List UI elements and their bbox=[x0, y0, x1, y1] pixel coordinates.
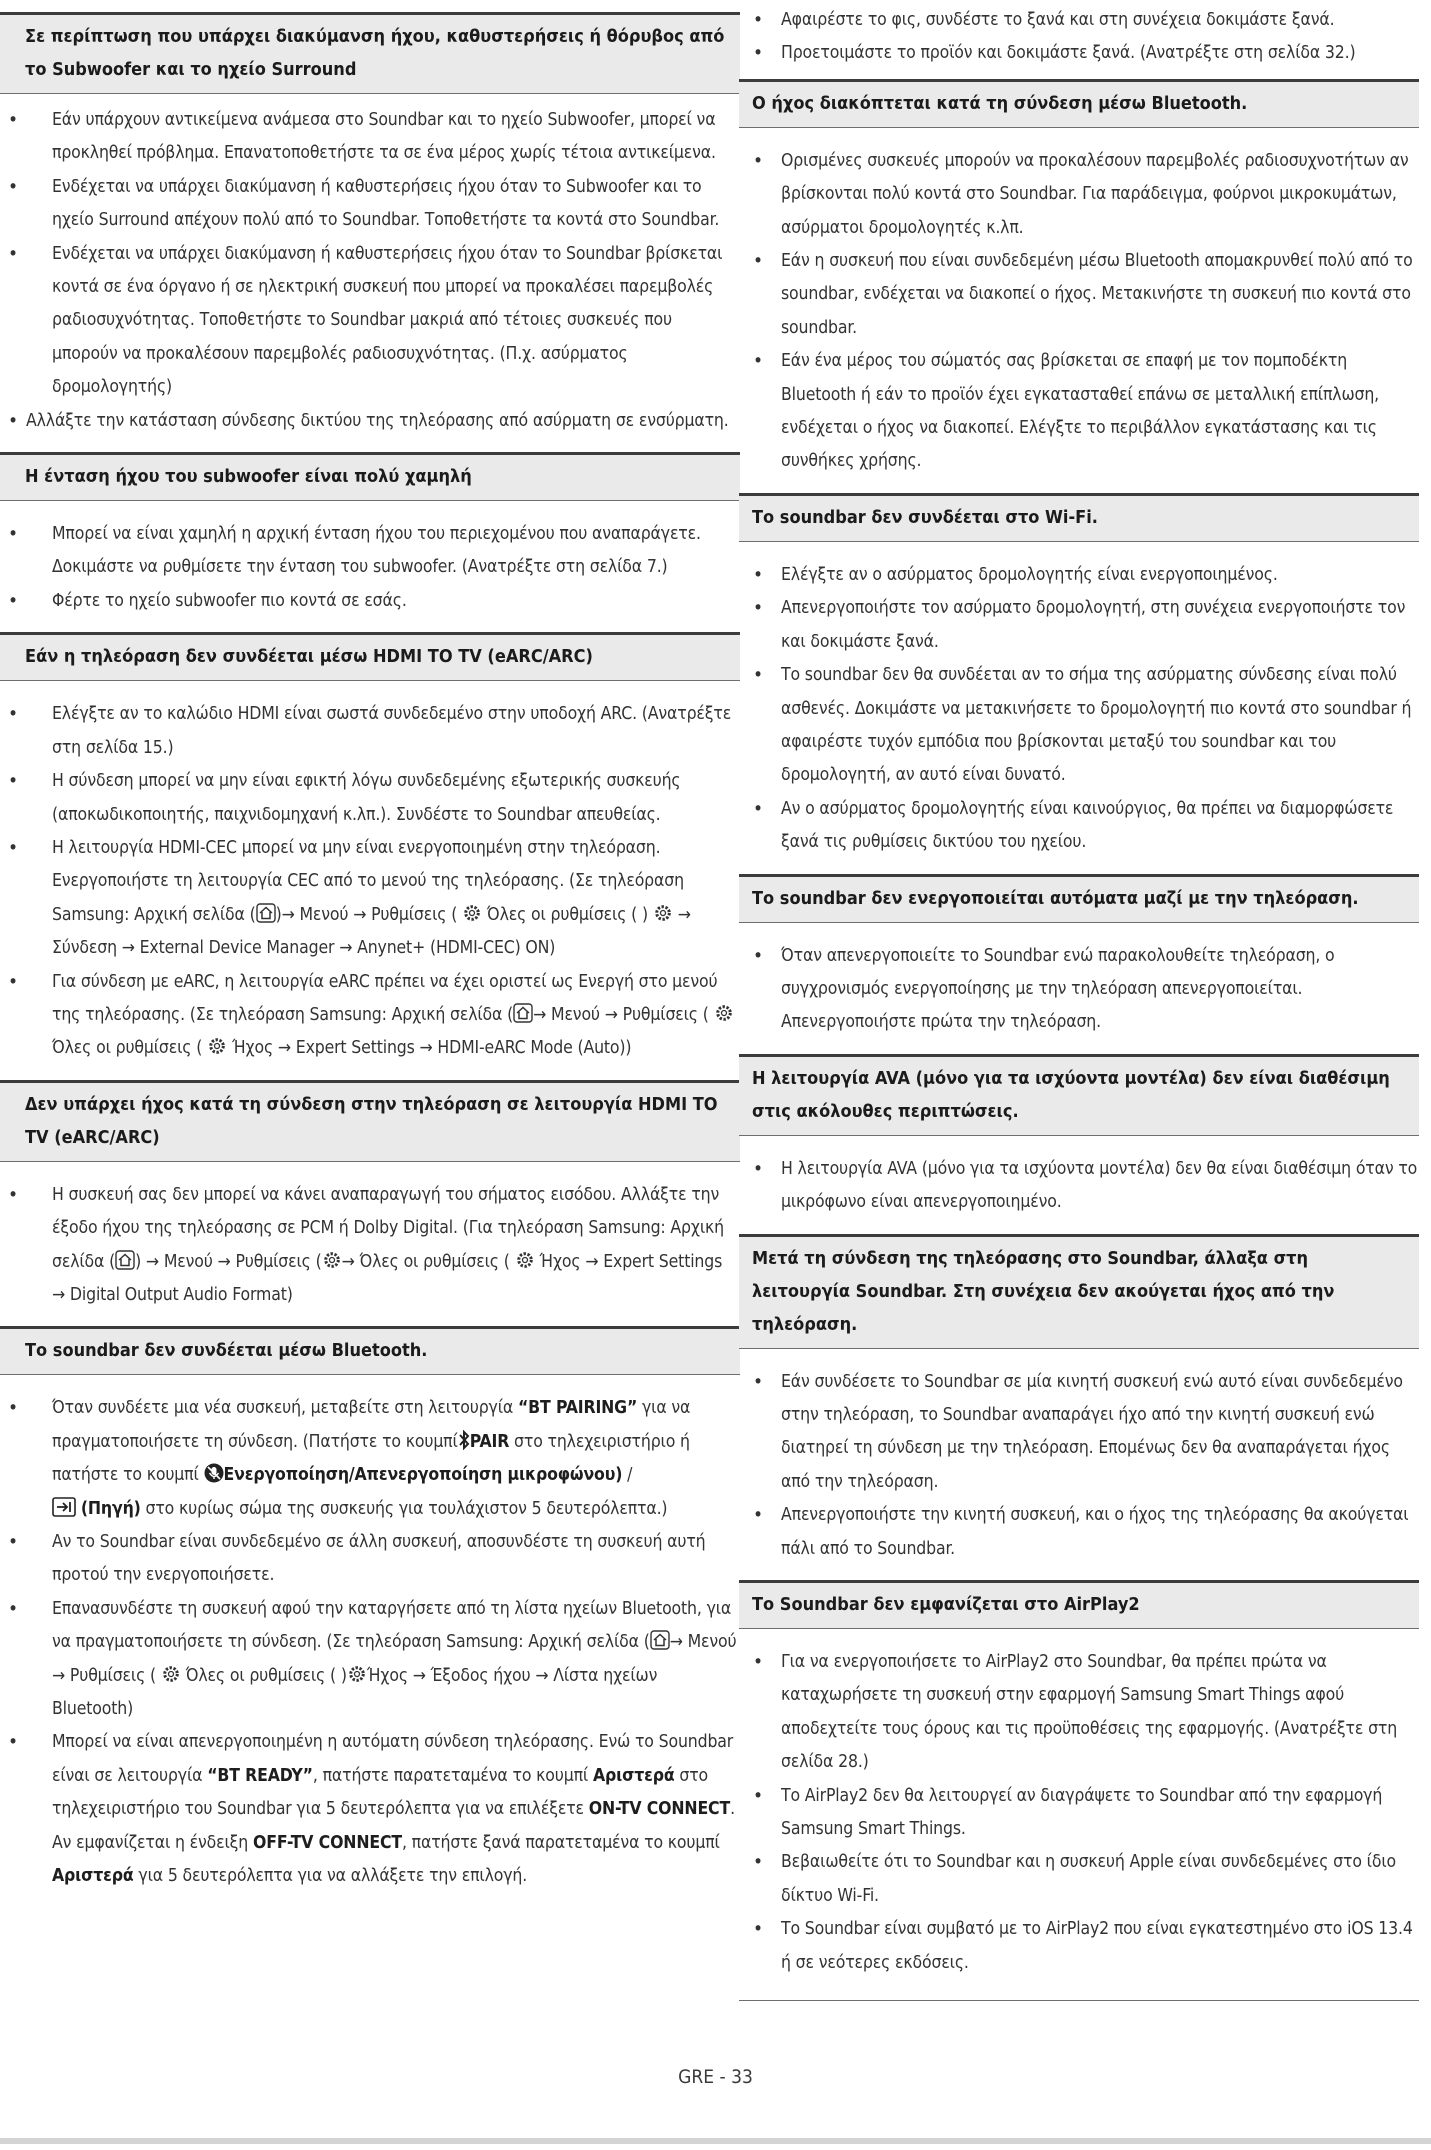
list-item: • Για σύνδεση με eARC, η λειτουργία eARC πρέπει να έχει οριστεί ως Ενεργή στο μενού της τηλεόρασης. (Σε τηλεόραση Samsung: Αρχική σελίδα ( → Μενού → Ρυθμίσεις ( Όλες οι ρυθμίσεις ( Ήχος → Expert Settings → HDMI-eARC Mode (Auto)) bbox=[0, 966, 740, 1066]
list-item: • Εάν συνδέσετε το Soundbar σε μία κινητή συσκευή ενώ αυτό είναι συνδεδεμένο στην τηλεόραση, το Soundbar αναπαράγει ήχο από την κινητή συσκευή ενώ διατηρεί τη σύνδεση με την τηλεόραση. Επομένως δεν θα αναπαράγεται ήχος από την τηλεόραση. bbox=[739, 1366, 1419, 1500]
list-item: • Ορισμένες συσκευές μπορούν να προκαλέσουν παρεμβολές ραδιοσυχνοτήτων αν βρίσκονται πολύ κοντά στο Soundbar. Για παράδειγμα, φούρνοι μικροκυμάτων, ασύρματοι δρομολογητές κ.λπ. bbox=[739, 145, 1419, 245]
gear-icon bbox=[207, 1035, 227, 1055]
gear-icon bbox=[515, 1249, 535, 1269]
bullet-list bbox=[0, 1162, 740, 1313]
list-item: • Ελέγξτε αν ο ασύρματος δρομολογητής είναι ενεργοποιημένος. bbox=[739, 559, 1419, 592]
page-number: GRE - 33 bbox=[678, 2066, 753, 2088]
gear-icon bbox=[462, 902, 482, 922]
bottom-divider bbox=[0, 2138, 1431, 2144]
section-title: Σε περίπτωση που υπάρχει διακύμανση ήχου, καθυστερήσεις ή θόρυβος από το Subwoofer και το ηχείο Surround bbox=[0, 12, 740, 94]
microphone-icon bbox=[204, 1462, 224, 1482]
list-item: • Ενδέχεται να υπάρχει διακύμανση ή καθυστερήσεις ήχου όταν το Soundbar βρίσκεται κοντά σε ένα όργανο ή σε ηλεκτρική συσκευή που μπορεί να προκαλέσει παρεμβολές ραδιοσυχνότητας. Τοποθετήστε το Soundbar μακριά από τέτοιες συσκευές που μπορούν να προκαλέσουν παρεμβολές ραδιοσυχνότητας. (Π.χ. ασύρματος δρομολογητής) bbox=[0, 238, 740, 405]
section-title: Η λειτουργία AVA (μόνο για τα ισχύοντα μοντέλα) δεν είναι διαθέσιμη στις ακόλουθες περιπτώσεις. bbox=[739, 1054, 1419, 1136]
gear-icon bbox=[322, 1249, 342, 1269]
section-title: Το soundbar δεν συνδέεται στο Wi-Fi. bbox=[739, 493, 1419, 542]
section-title: Η ένταση ήχου του subwoofer είναι πολύ χαμηλή bbox=[0, 452, 740, 501]
bullet-list bbox=[0, 1375, 740, 1893]
list-item: • Βεβαιωθείτε ότι το Soundbar και η συσκευή Apple είναι συνδεδεμένες στο ίδιο δίκτυο Wi-Fi. bbox=[739, 1846, 1419, 1913]
list-item: • Απενεργοποιήστε τον ασύρματο δρομολογητή, στη συνέχεια ενεργοποιήστε τον και δοκιμάστε ξανά. bbox=[739, 592, 1419, 659]
section-title: Το Soundbar δεν εμφανίζεται στο AirPlay2 bbox=[739, 1580, 1419, 1629]
bullet-list bbox=[739, 923, 1419, 1040]
bullet-list bbox=[739, 1629, 1419, 1980]
list-item: • Ελέγξτε αν το καλώδιο HDMI είναι σωστά συνδεδεμένο στην υποδοχή ARC. (Ανατρέξτε στη σελίδα 15.) bbox=[0, 698, 740, 765]
gear-icon bbox=[161, 1663, 181, 1683]
list-item: • Μπορεί να είναι απενεργοποιημένη η αυτόματη σύνδεση τηλεόρασης. Ενώ το Soundbar είναι σε λειτουργία “BT READY”, πατήστε παρατεταμένα το κουμπί Αριστερά στο τηλεχειριστήριο του Soundbar για 5 δευτερόλεπτα για να επιλέξετε ON-TV CONNECT. Αν εμφανίζεται η ένδειξη OFF-TV CONNECT, πατήστε ξανά παρατεταμένα το κουμπί Αριστερά για 5 δευτερόλεπτα για να αλλάξετε την επιλογή. bbox=[0, 1726, 740, 1893]
list-item: • Ενδέχεται να υπάρχει διακύμανση ή καθυστερήσεις ήχου όταν το Subwoofer και το ηχείο Surround απέχουν πολύ από το Soundbar. Τοποθετήστε τα κοντά στο Soundbar. bbox=[0, 171, 740, 238]
bullet-list bbox=[739, 128, 1419, 479]
list-item: • Προετοιμάστε το προϊόν και δοκιμάστε ξανά. (Ανατρέξτε στη σελίδα 32.) bbox=[739, 37, 1419, 70]
right-column bbox=[739, 0, 1419, 2001]
list-item: • Επανασυνδέστε τη συσκευή αφού την καταργήσετε από τη λίστα ηχείων Bluetooth, για να πραγματοποιήσετε τη σύνδεση. (Σε τηλεόραση Samsung: Αρχική σελίδα ( → Μενού → Ρυθμίσεις ( Όλες οι ρυθμίσεις ( ) Ήχος → Έξοδος ήχου → Λίστα ηχείων Bluetooth) bbox=[0, 1593, 740, 1727]
list-item: • Απενεργοποιήστε την κινητή συσκευή, και ο ήχος της τηλεόρασης θα ακούγεται πάλι από το Soundbar. bbox=[739, 1499, 1419, 1566]
list-item: • Όταν συνδέετε μια νέα συσκευή, μεταβείτε στη λειτουργία “BT PAIRING” για να πραγματοποιήσετε τη σύνδεση. (Πατήστε το κουμπί PAIR στο τηλεχειριστήριο ή πατήστε το κουμπί Ενεργοποίηση/Απενεργοποίηση μικροφώνου) / (Πηγή) στο κυρίως σώμα της συσκευής για τουλάχιστον 5 δευτερόλεπτα.) bbox=[0, 1392, 740, 1526]
bullet-list bbox=[739, 1349, 1419, 1566]
section-title: Το soundbar δεν συνδέεται μέσω Bluetooth. bbox=[0, 1326, 740, 1375]
source-icon bbox=[52, 1496, 76, 1516]
list-item: • Αφαιρέστε το φις, συνδέστε το ξανά και στη συνέχεια δοκιμάστε ξανά. bbox=[739, 4, 1419, 37]
list-item: • Φέρτε το ηχείο subwoofer πιο κοντά σε εσάς. bbox=[0, 585, 740, 618]
list-item: • Για να ενεργοποιήσετε το AirPlay2 στο Soundbar, θα πρέπει πρώτα να καταχωρήσετε τη συσκευή στην εφαρμογή Samsung Smart Things αφού αποδεχτείτε τους όρους και τις προϋποθέσεις της εφαρμογής. (Ανατρέξτε στη σελίδα 28.) bbox=[739, 1646, 1419, 1780]
list-item: • Η λειτουργία AVA (μόνο για τα ισχύοντα μοντέλα) δεν θα είναι διαθέσιμη όταν το μικρόφωνο είναι απενεργοποιημένο. bbox=[739, 1153, 1419, 1220]
list-item: • Αλλάξτε την κατάσταση σύνδεσης δικτύου της τηλεόρασης από ασύρματη σε ενσύρματη. bbox=[0, 405, 740, 438]
bullet-list bbox=[739, 1136, 1419, 1220]
list-item: • Η σύνδεση μπορεί να μην είναι εφικτή λόγω συνδεδεμένης εξωτερικής συσκευής (αποκωδικοποιητής, παιχνιδομηχανή κ.λπ.). Συνδέστε το Soundbar απευθείας. bbox=[0, 765, 740, 832]
section-title: Εάν η τηλεόραση δεν συνδέεται μέσω HDMI TO TV (eARC/ARC) bbox=[0, 632, 740, 681]
section-end-divider bbox=[739, 2000, 1419, 2001]
home-icon bbox=[256, 902, 276, 922]
section-title: Το soundbar δεν ενεργοποιείται αυτόματα μαζί με την τηλεόραση. bbox=[739, 874, 1419, 923]
home-icon bbox=[513, 1002, 533, 1022]
list-item: • Αν ο ασύρματος δρομολογητής είναι καινούργιος, θα πρέπει να διαμορφώσετε ξανά τις ρυθμίσεις δικτύου του ηχείου. bbox=[739, 793, 1419, 860]
bullet-list bbox=[739, 542, 1419, 860]
list-item: • Η λειτουργία HDMI-CEC μπορεί να μην είναι ενεργοποιημένη στην τηλεόραση. Ενεργοποιήστε τη λειτουργία CEC από το μενού της τηλεόρασης. (Σε τηλεόραση Samsung: Αρχική σελίδα ( )→ Μενού → Ρυθμίσεις ( Όλες οι ρυθμίσεις ( ) → Σύνδεση → External Device Manager → Anynet+ (HDMI-CEC) ON) bbox=[0, 832, 740, 966]
list-item: • Μπορεί να είναι χαμηλή η αρχική ένταση ήχου του περιεχομένου που αναπαράγετε. Δοκιμάστε να ρυθμίσετε την ένταση του subwoofer. (Ανατρέξτε στη σελίδα 7.) bbox=[0, 518, 740, 585]
list-item: • Το Soundbar είναι συμβατό με το AirPlay2 που είναι εγκατεστημένο στο iOS 13.4 ή σε νεότερες εκδόσεις. bbox=[739, 1913, 1419, 1980]
section-title: Δεν υπάρχει ήχος κατά τη σύνδεση στην τηλεόραση σε λειτουργία HDMI TO TV (eARC/ARC) bbox=[0, 1080, 740, 1162]
list-item: • Αν το Soundbar είναι συνδεδεμένο σε άλλη συσκευή, αποσυνδέστε τη συσκευή αυτή προτού την ενεργοποιήσετε. bbox=[0, 1526, 740, 1593]
bluetooth-icon bbox=[458, 1429, 470, 1449]
list-item: • Εάν η συσκευή που είναι συνδεδεμένη μέσω Bluetooth απομακρυνθεί πολύ από το soundbar, ενδέχεται να διακοπεί ο ήχος. Μετακινήστε τη συσκευή πιο κοντά στο soundbar. bbox=[739, 245, 1419, 345]
bullet-list bbox=[739, 0, 1419, 71]
bullet-list bbox=[0, 94, 740, 438]
gear-icon bbox=[714, 1002, 734, 1022]
section-title: Ο ήχος διακόπτεται κατά τη σύνδεση μέσω Bluetooth. bbox=[739, 79, 1419, 128]
home-icon bbox=[115, 1249, 135, 1269]
list-item: • Το AirPlay2 δεν θα λειτουργεί αν διαγράψετε το Soundbar από την εφαρμογή Samsung Smart Things. bbox=[739, 1780, 1419, 1847]
list-item: • Όταν απενεργοποιείτε το Soundbar ενώ παρακολουθείτε τηλεόραση, ο συγχρονισμός ενεργοποίησης με την τηλεόραση απενεργοποιείται. Απενεργοποιήστε πρώτα την τηλεόραση. bbox=[739, 940, 1419, 1040]
list-item: • Το soundbar δεν θα συνδέεται αν το σήμα της ασύρματης σύνδεσης είναι πολύ ασθενές. Δοκιμάστε να μετακινήσετε το δρομολογητή πιο κοντά στο soundbar ή αφαιρέστε τυχόν εμπόδια που βρίσκονται μεταξύ του soundbar και του δρομολογητή, αν αυτό είναι δυνατό. bbox=[739, 659, 1419, 793]
gear-icon bbox=[653, 902, 673, 922]
list-item: • Εάν ένα μέρος του σώματός σας βρίσκεται σε επαφή με τον πομποδέκτη Bluetooth ή εάν το προϊόν έχει εγκατασταθεί επάνω σε μεταλλική επίπλωση, ενδέχεται ο ήχος να διακοπεί. Ελέγξτε το περιβάλλον εγκατάστασης και τις συνθήκες χρήσης. bbox=[739, 345, 1419, 479]
left-column bbox=[0, 0, 740, 1893]
bullet-list bbox=[0, 681, 740, 1065]
section-title: Μετά τη σύνδεση της τηλεόρασης στο Soundbar, άλλαξα στη λειτουργία Soundbar. Στη συνέχεια δεν ακούγεται ήχος από την τηλεόραση. bbox=[739, 1234, 1419, 1349]
home-icon bbox=[650, 1629, 670, 1649]
list-item: • Εάν υπάρχουν αντικείμενα ανάμεσα στο Soundbar και το ηχείο Subwoofer, μπορεί να προκληθεί πρόβλημα. Επανατοποθετήστε τα σε ένα μέρος χωρίς τέτοια αντικείμενα. bbox=[0, 104, 740, 171]
bullet-list bbox=[0, 501, 740, 618]
list-item: • Η συσκευή σας δεν μπορεί να κάνει αναπαραγωγή του σήματος εισόδου. Αλλάξτε την έξοδο ήχου της τηλεόρασης σε PCM ή Dolby Digital. (Για τηλεόραση Samsung: Αρχική σελίδα ( ) → Μενού → Ρυθμίσεις ( → Όλες οι ρυθμίσεις ( Ήχος → Expert Settings → Digital Output Audio Format) bbox=[0, 1179, 740, 1313]
gear-icon bbox=[347, 1663, 367, 1683]
